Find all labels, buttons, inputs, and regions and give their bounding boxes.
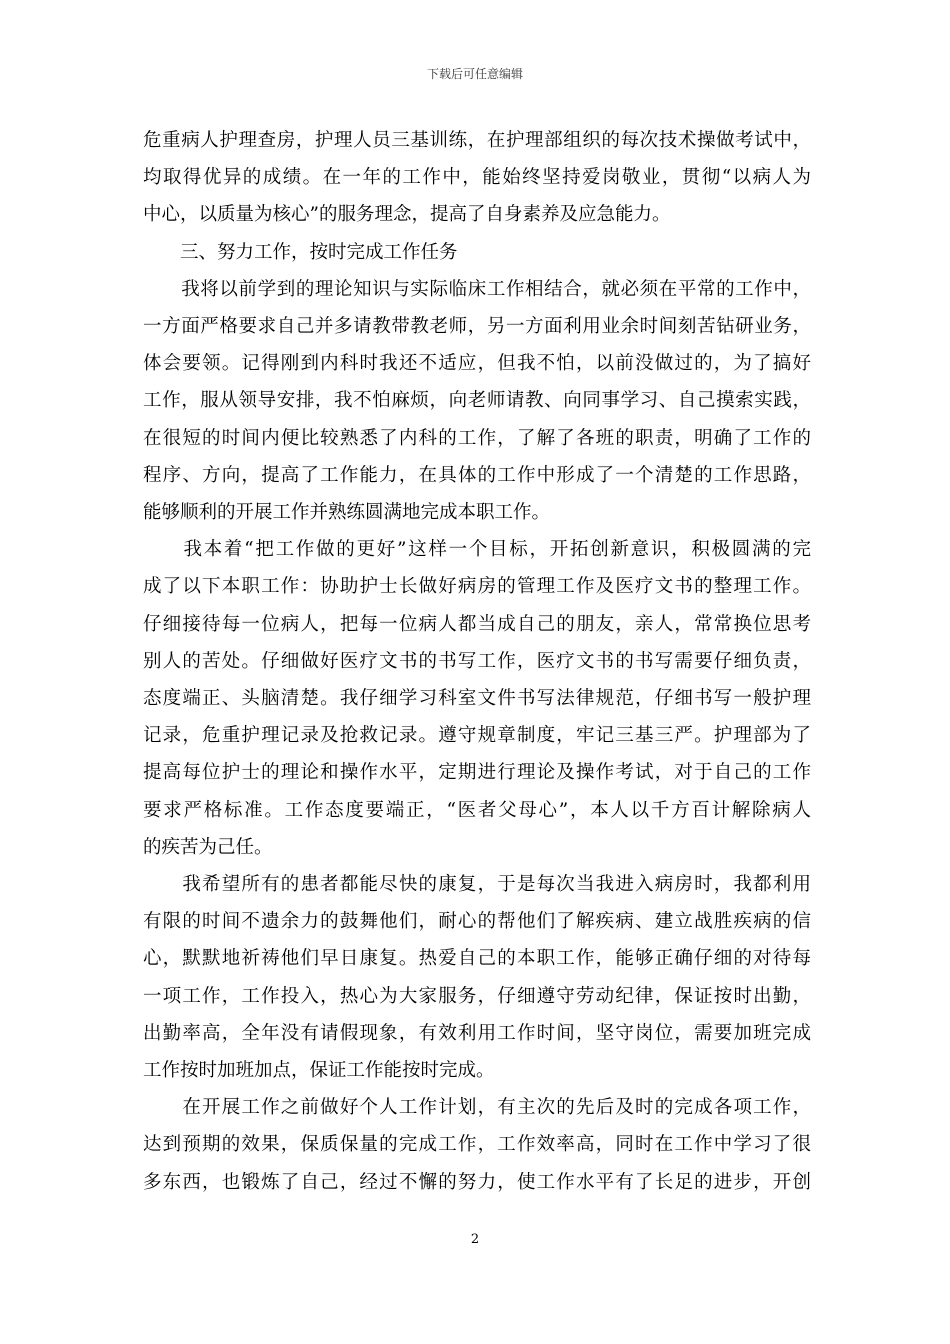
text-line: 一项工作，工作投入，热心为大家服务，仔细遵守劳动纪律，保证按时出勤， [143,985,811,1007]
text-line: 一方面严格要求自己并多请教带教老师，另一方面利用业余时间刻苦钻研业务， [143,316,811,338]
text-line: 危重病人护理查房，护理人员三基训练，在护理部组织的每次技术操做考试中， [143,130,811,151]
paragraph-3 [143,271,811,531]
text-line: 我本着“把工作做的更好”这样一个目标，开拓创新意识，积极圆满的完 [143,539,811,561]
text-line: 达到预期的效果，保质保量的完成工作，工作效率高，同时在工作中学习了很 [143,1134,811,1156]
paragraph-5 [143,866,811,1089]
text-line: 心，默默地祈祷他们早日康复。热爱自己的本职工作，能够正确仔细的对待每 [143,948,811,970]
section-heading [143,234,811,271]
text-line: 程序、方向，提高了工作能力，在具体的工作中形成了一个清楚的工作思路， [143,464,811,486]
text-line: 体会要领。记得刚到内科时我还不适应，但我不怕，以前没做过的，为了搞好 [143,353,811,375]
paragraph-4 [143,531,811,866]
text-line: 均取得优异的成绩。在一年的工作中，能始终坚持爱岗敬业，贯彻“以病人为 [143,167,811,189]
text-line: 的疾苦为己任。 [143,836,273,858]
text-line: 记录，危重护理记录及抢救记录。遵守规章制度，牢记三基三严。护理部为了 [143,725,811,747]
text-line: 别人的苦处。仔细做好医疗文书的书写工作，医疗文书的书写需要仔细负责， [143,650,811,672]
paragraph-6 [143,1089,811,1201]
text-line: 要求严格标准。工作态度要端正，“医者父母心”，本人以千方百计解除病人 [143,799,811,821]
text-line: 在开展工作之前做好个人工作计划，有主次的先后及时的完成各项工作， [143,1097,811,1119]
text-line: 能够顺利的开展工作并熟练圆满地完成本职工作。 [143,502,551,524]
text-line: 在很短的时间内便比较熟悉了内科的工作，了解了各班的职责，明确了工作的 [143,427,811,449]
document-body [143,122,811,1201]
text-line: 出勤率高，全年没有请假现象，有效利用工作时间，坚守岗位，需要加班完成 [143,1022,811,1044]
text-line: 提高每位护士的理论和操作水平，定期进行理论及操作考试，对于自己的工作 [143,762,811,784]
text-line: 中心，以质量为核心”的服务理念，提高了自身素养及应急能力。 [143,204,671,226]
text-line: 成了以下本职工作：协助护士长做好病房的管理工作及医疗文书的整理工作。 [143,576,811,598]
text-line: 三、努力工作，按时完成工作任务 [143,241,458,263]
page-number: 2 [470,1232,480,1247]
text-line: 态度端正、头脑清楚。我仔细学习科室文件书写法律规范，仔细书写一般护理 [143,688,811,710]
page-header: 下载后可任意编辑 [426,67,523,81]
paragraph-1 [143,122,811,234]
text-line: 工作按时加班加点，保证工作能按时完成。 [143,1060,495,1082]
text-line: 有限的时间不遗余力的鼓舞他们，耐心的帮他们了解疾病、建立战胜疾病的信 [143,911,811,933]
text-line: 仔细接待每一位病人，把每一位病人都当成自己的朋友，亲人，常常换位思考 [143,613,811,635]
text-line: 我将以前学到的理论知识与实际临床工作相结合，就必须在平常的工作中， [143,278,811,300]
text-line: 多东西，也锻炼了自己，经过不懈的努力，使工作水平有了长足的进步，开创 [143,1171,811,1193]
text-line: 我希望所有的患者都能尽快的康复，于是每次当我进入病房时，我都利用 [143,874,811,896]
text-line: 工作，服从领导安排，我不怕麻烦，向老师请教、向同事学习、自己摸索实践， [143,390,811,412]
